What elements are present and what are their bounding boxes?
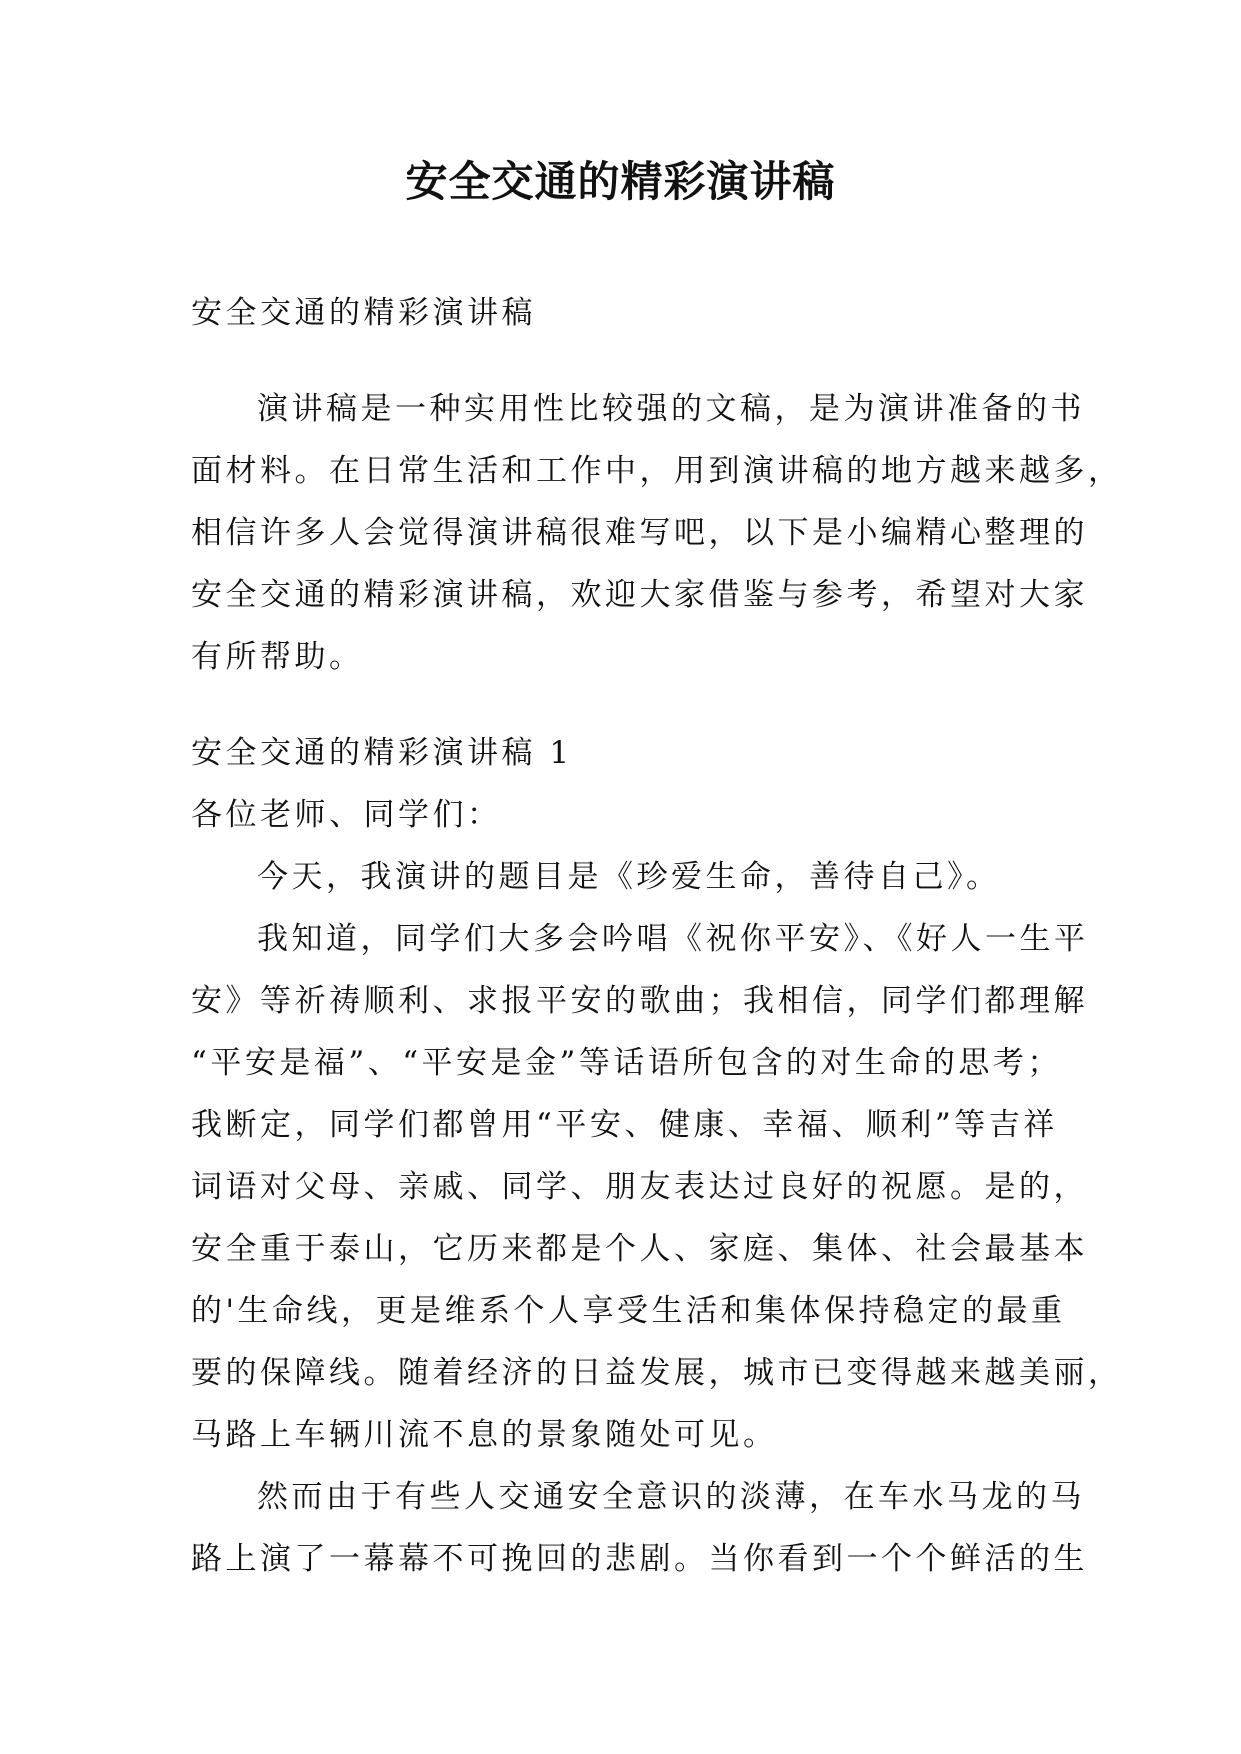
document-body <box>191 282 1123 1590</box>
paragraph-gap <box>191 688 1061 722</box>
paragraph-line: “平安是福”、“平安是金”等话语所包含的对生命的思考； <box>191 1045 1062 1081</box>
body-paragraph <box>191 908 1123 1466</box>
paragraph-line: 安》等祈祷顺利、求报平安的歌曲；我相信，同学们都理解 <box>191 983 1088 1019</box>
intro-line: 有所帮助。 <box>191 639 364 675</box>
intro-line: 安全交通的精彩演讲稿，欢迎大家借鉴与参考，希望对大家 <box>191 577 1088 613</box>
body-paragraph <box>191 1466 1088 1590</box>
paragraph-line: 马路上车辆川流不息的景象随处可见。 <box>191 1417 778 1453</box>
paragraph-line: 今天，我演讲的题目是《珍爱生命，善待自己》。 <box>257 859 1001 895</box>
paragraph-line: 我断定，同学们都曾用“平安、健康、幸福、顺利”等吉祥 <box>191 1107 1058 1143</box>
paragraph-line: 的'生命线，更是维系个人享受生活和集体保持稳定的最重 <box>191 1293 1066 1329</box>
intro-paragraph <box>191 378 1123 688</box>
paragraph-line: 安全重于泰山，它历来都是个人、家庭、集体、社会最基本 <box>191 1231 1088 1267</box>
intro-line: 演讲稿是一种实用性比较强的文稿，是为演讲准备的书 <box>257 391 1085 427</box>
paragraph-line: 要的保障线。随着经济的日益发展，城市已变得越来越美丽， <box>191 1355 1123 1391</box>
paragraph-line: 然而由于有些人交通安全意识的淡薄，在车水马龙的马 <box>257 1479 1085 1515</box>
paragraph-line: 路上演了一幕幕不可挽回的悲剧。当你看到一个个鲜活的生 <box>191 1541 1088 1577</box>
document-subtitle: 安全交通的精彩演讲稿 <box>191 295 536 331</box>
paragraph-line: 我知道，同学们大多会吟唱《祝你平安》、《好人一生平 <box>257 921 1089 957</box>
intro-line: 面材料。在日常生活和工作中，用到演讲稿的地方越来越多， <box>191 453 1123 489</box>
paragraph-gap <box>191 344 1061 378</box>
document-title: 安全交通的精彩演讲稿 <box>405 157 836 206</box>
section-heading: 安全交通的精彩演讲稿 1 <box>191 735 573 771</box>
paragraph-line: 词语对父母、亲戚、同学、朋友表达过良好的祝愿。是的， <box>191 1169 1088 1205</box>
salutation: 各位老师、同学们： <box>191 797 502 833</box>
intro-line: 相信许多人会觉得演讲稿很难写吧，以下是小编精心整理的 <box>191 515 1088 551</box>
